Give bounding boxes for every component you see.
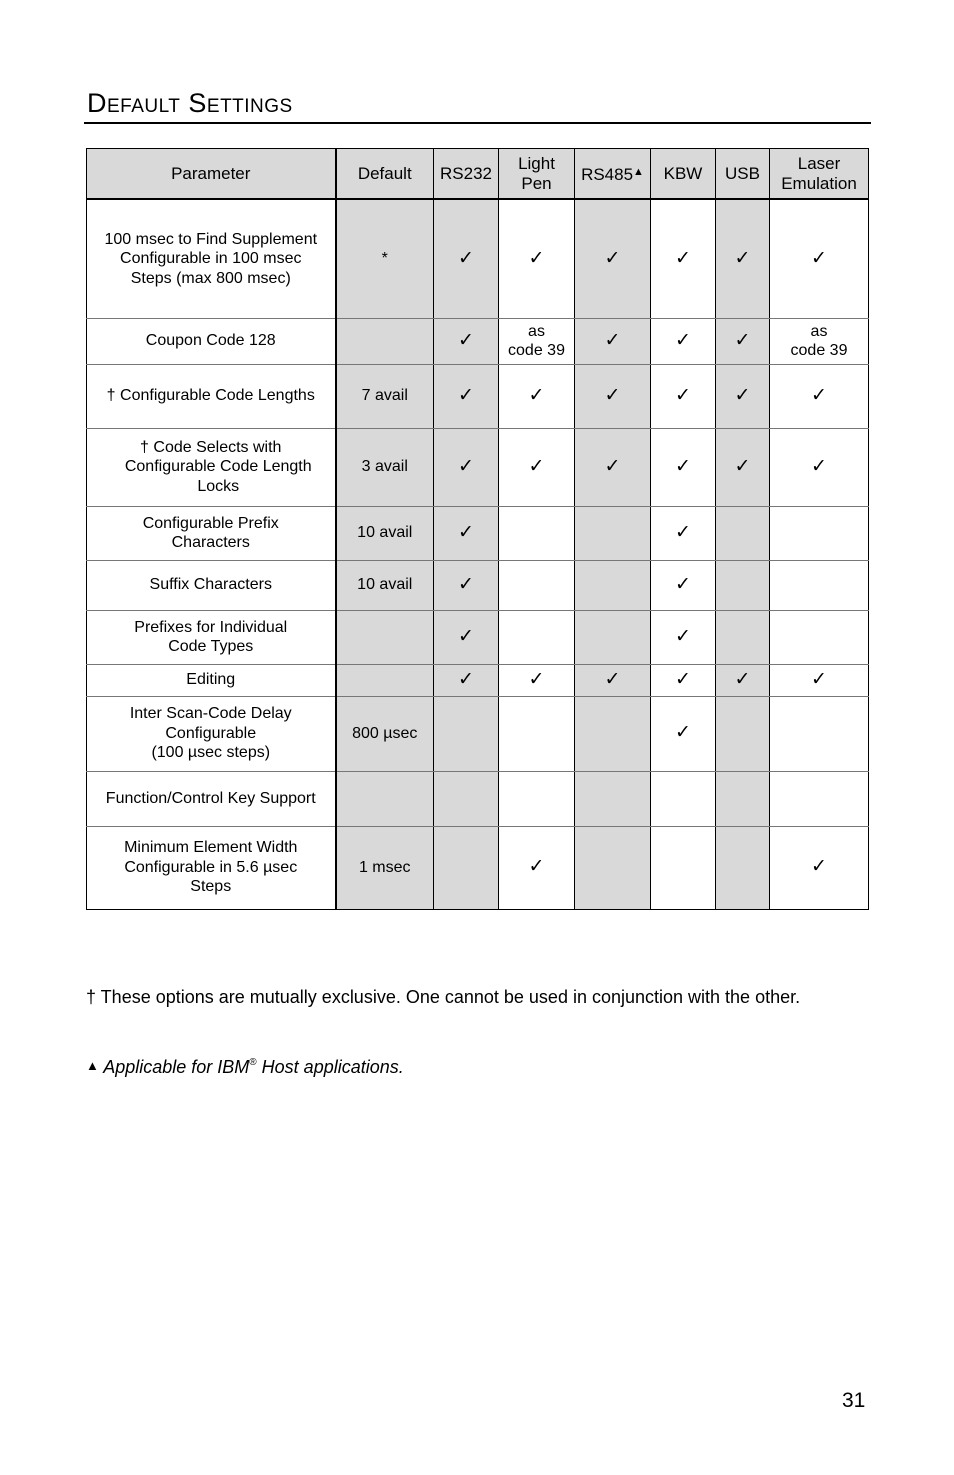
- parameter-line: Configurable in 100 msec: [120, 250, 302, 267]
- checkmark-icon: ✓: [604, 455, 621, 477]
- checkmark-icon: ✓: [675, 573, 691, 595]
- checkmark-icon: ✓: [675, 625, 691, 647]
- checkmark-icon-cell: [716, 428, 770, 506]
- support-cell: [716, 826, 770, 909]
- default-cell: [336, 664, 434, 696]
- parameter-line: † Configurable Code Lengths: [106, 387, 315, 405]
- header-rs485-label: RS485: [581, 164, 634, 184]
- table-row: [87, 826, 869, 909]
- checkmark-icon: ✓: [458, 668, 474, 690]
- default-settings-table: [86, 148, 869, 910]
- parameter-cell: [87, 364, 336, 428]
- default-cell: 10 avail: [336, 506, 434, 560]
- checkmark-icon-cell: [770, 364, 869, 428]
- default-cell: 800 µsec: [336, 696, 434, 771]
- checkmark-icon: ✓: [675, 668, 691, 690]
- checkmark-icon-cell: [575, 364, 651, 428]
- default-cell: [336, 318, 434, 364]
- table-row: [87, 560, 869, 610]
- support-cell: [651, 771, 716, 826]
- checkmark-icon-cell: [434, 610, 499, 664]
- table-row: [87, 428, 869, 506]
- triangle-icon: ▲: [86, 1058, 99, 1073]
- checkmark-icon: ✓: [604, 247, 621, 269]
- parameter-cell: [87, 506, 336, 560]
- parameter-line: Function/Control Key Support: [105, 789, 316, 807]
- page-title: Default Settings: [87, 88, 293, 118]
- support-cell: [575, 610, 651, 664]
- table-row: [87, 199, 869, 318]
- checkmark-icon-cell: [434, 364, 499, 428]
- header-laser-emulation-label: Laser Emulation: [781, 153, 857, 193]
- header-default: Default: [336, 149, 434, 200]
- checkmark-icon-cell: [499, 664, 575, 696]
- default-cell: [336, 771, 434, 826]
- table-row: [87, 771, 869, 826]
- support-cell: [434, 826, 499, 909]
- checkmark-icon-cell: [434, 318, 499, 364]
- header-usb: USB: [716, 149, 770, 200]
- support-cell: [434, 696, 499, 771]
- checkmark-icon: ✓: [811, 455, 827, 477]
- parameter-cell: [87, 771, 336, 826]
- support-cell: [499, 506, 575, 560]
- parameter-line: (100 µsec steps): [151, 744, 271, 762]
- support-cell: [499, 610, 575, 664]
- support-cell: [651, 826, 716, 909]
- checkmark-icon: ✓: [528, 856, 545, 878]
- parameter-line: Inter Scan-Code Delay: [129, 705, 292, 723]
- checkmark-icon: ✓: [458, 573, 474, 595]
- header-rs485: [575, 149, 651, 200]
- checkmark-icon: ✓: [734, 384, 751, 406]
- table-row: [87, 664, 869, 696]
- parameter-line: Configurable in 5.6 µsec: [124, 858, 298, 876]
- support-cell: [575, 826, 651, 909]
- parameter-line: Code Types: [168, 638, 254, 655]
- checkmark-icon: ✓: [528, 247, 545, 269]
- support-cell: [499, 696, 575, 771]
- checkmark-icon: ✓: [811, 856, 827, 878]
- support-cell: as code 39: [499, 318, 575, 364]
- checkmark-icon: ✓: [458, 247, 474, 269]
- checkmark-icon-cell: [770, 428, 869, 506]
- parameter-cell: [87, 664, 336, 696]
- checkmark-icon-cell: [651, 506, 716, 560]
- parameter-cell: [87, 610, 336, 664]
- checkmark-icon: ✓: [675, 722, 691, 744]
- support-cell: [575, 696, 651, 771]
- support-cell: [575, 506, 651, 560]
- checkmark-icon: ✓: [734, 329, 751, 351]
- parameter-line: Steps: [190, 878, 232, 896]
- header-parameter: Parameter: [87, 149, 336, 200]
- header-laser-emulation: [770, 149, 869, 200]
- checkmark-icon: ✓: [528, 455, 545, 477]
- checkmark-icon-cell: [651, 364, 716, 428]
- checkmark-icon-cell: [716, 364, 770, 428]
- checkmark-icon-cell: [575, 664, 651, 696]
- support-cell: [716, 771, 770, 826]
- checkmark-icon-cell: [499, 826, 575, 909]
- default-cell: [336, 610, 434, 664]
- parameter-cell: [87, 826, 336, 909]
- table-body: [87, 199, 869, 909]
- parameter-line: Suffix Characters: [149, 576, 272, 594]
- checkmark-icon: ✓: [675, 521, 691, 543]
- title-rule: [84, 122, 871, 124]
- ibm-footnote: [86, 1052, 404, 1078]
- checkmark-icon: ✓: [675, 247, 691, 269]
- support-cell: [434, 771, 499, 826]
- header-light-pen-label: Light Pen: [518, 153, 555, 193]
- checkmark-icon-cell: [716, 199, 770, 318]
- checkmark-icon-cell: [575, 318, 651, 364]
- default-cell: *: [336, 199, 434, 318]
- checkmark-icon: ✓: [458, 455, 474, 477]
- header-light-pen: [499, 149, 575, 200]
- support-cell: [575, 560, 651, 610]
- parameter-line: Prefixes for Individual: [134, 618, 288, 636]
- checkmark-icon: ✓: [734, 455, 751, 477]
- checkmark-icon-cell: [434, 506, 499, 560]
- parameter-line: † Code Selects with: [140, 438, 282, 456]
- support-cell: [716, 560, 770, 610]
- checkmark-icon: ✓: [675, 384, 691, 406]
- checkmark-icon: ✓: [734, 668, 751, 690]
- support-cell: [499, 560, 575, 610]
- checkmark-icon-cell: [575, 199, 651, 318]
- checkmark-icon-cell: [770, 664, 869, 696]
- checkmark-icon-cell: [651, 199, 716, 318]
- checkmark-icon-cell: [651, 318, 716, 364]
- header-kbw: KBW: [651, 149, 716, 200]
- parameter-line: Coupon Code 128: [145, 332, 276, 350]
- checkmark-icon: ✓: [604, 668, 621, 690]
- default-cell: 1 msec: [336, 826, 434, 909]
- parameter-cell: [87, 560, 336, 610]
- support-cell: [770, 560, 869, 610]
- checkmark-icon-cell: [651, 696, 716, 771]
- default-cell: 3 avail: [336, 428, 434, 506]
- checkmark-icon: ✓: [528, 668, 545, 690]
- support-cell: [770, 696, 869, 771]
- checkmark-icon: ✓: [458, 329, 474, 351]
- checkmark-icon-cell: [651, 664, 716, 696]
- page-number: 31: [842, 1389, 866, 1412]
- ibm-triangle-icon: ▲: [633, 165, 644, 178]
- checkmark-icon-cell: [434, 560, 499, 610]
- parameter-line: 100 msec to Find Supplement: [104, 230, 318, 248]
- checkmark-icon-cell: [499, 199, 575, 318]
- table-header-row: [87, 149, 869, 200]
- table-row: [87, 696, 869, 771]
- parameter-cell: [87, 199, 336, 318]
- parameter-line: Steps (max 800 msec): [130, 269, 291, 287]
- checkmark-icon: ✓: [458, 521, 474, 543]
- table-row: [87, 364, 869, 428]
- checkmark-icon-cell: [716, 318, 770, 364]
- support-cell: as code 39: [770, 318, 869, 364]
- parameter-line: Minimum Element Width: [124, 839, 298, 857]
- checkmark-icon-cell: [770, 199, 869, 318]
- parameter-cell: [87, 428, 336, 506]
- parameter-line: Characters: [171, 534, 250, 551]
- checkmark-icon-cell: [575, 428, 651, 506]
- table-row: [87, 506, 869, 560]
- checkmark-icon: ✓: [811, 668, 827, 690]
- checkmark-icon-cell: [651, 428, 716, 506]
- ibm-footnote-prefix: Applicable for IBM: [103, 1057, 250, 1077]
- parameter-line: Configurable Prefix: [142, 514, 279, 532]
- support-cell: [716, 610, 770, 664]
- support-cell: [770, 771, 869, 826]
- parameter-line: Configurable Code Length: [124, 458, 312, 476]
- checkmark-icon-cell: [434, 428, 499, 506]
- checkmark-icon: ✓: [458, 384, 474, 406]
- checkmark-icon: ✓: [604, 329, 621, 351]
- checkmark-icon: ✓: [811, 384, 827, 406]
- support-cell: [770, 506, 869, 560]
- mutually-exclusive-footnote: † These options are mutually exclusive. One cannot be used in conjunction with the other.: [86, 987, 801, 1007]
- support-cell: [716, 696, 770, 771]
- parameter-line: Editing: [186, 671, 236, 689]
- header-rs232: RS232: [434, 149, 499, 200]
- checkmark-icon-cell: [499, 428, 575, 506]
- parameter-line: Locks: [197, 477, 240, 495]
- support-cell: [575, 771, 651, 826]
- parameter-cell: [87, 696, 336, 771]
- support-cell: [770, 610, 869, 664]
- checkmark-icon-cell: [434, 199, 499, 318]
- checkmark-icon: ✓: [458, 625, 474, 647]
- default-cell: 10 avail: [336, 560, 434, 610]
- checkmark-icon-cell: [716, 664, 770, 696]
- table-row: [87, 318, 869, 364]
- checkmark-icon: ✓: [734, 247, 751, 269]
- checkmark-icon: ✓: [528, 384, 545, 406]
- support-cell: [716, 506, 770, 560]
- table-row: [87, 610, 869, 664]
- checkmark-icon-cell: [434, 664, 499, 696]
- checkmark-icon: ✓: [811, 247, 827, 269]
- checkmark-icon-cell: [651, 610, 716, 664]
- checkmark-icon-cell: [651, 560, 716, 610]
- checkmark-icon-cell: [770, 826, 869, 909]
- support-cell: [499, 771, 575, 826]
- registered-mark: ®: [249, 1057, 257, 1068]
- checkmark-icon: ✓: [675, 455, 691, 477]
- ibm-footnote-suffix: Host applications.: [256, 1057, 404, 1077]
- checkmark-icon-cell: [499, 364, 575, 428]
- checkmark-icon: ✓: [604, 384, 621, 406]
- checkmark-icon: ✓: [675, 329, 691, 351]
- default-cell: 7 avail: [336, 364, 434, 428]
- parameter-cell: [87, 318, 336, 364]
- parameter-line: Configurable: [165, 724, 257, 742]
